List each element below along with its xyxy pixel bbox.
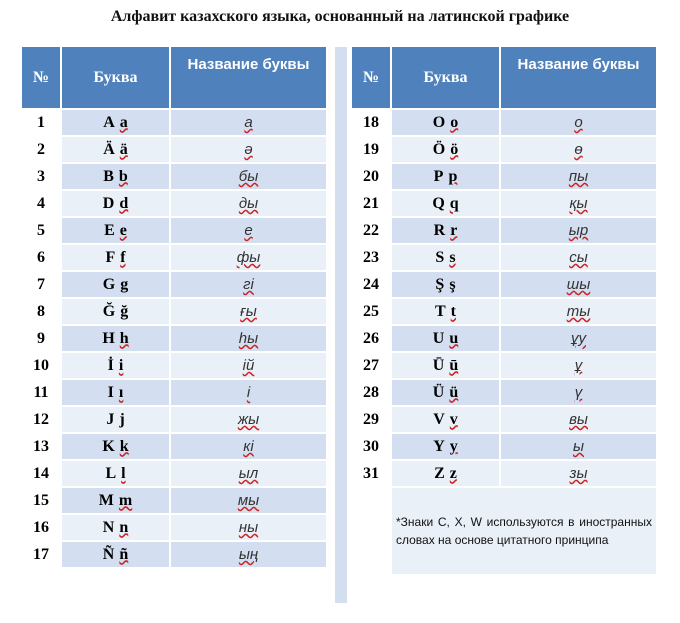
letter-cell (392, 218, 499, 243)
letter-cell (62, 164, 169, 189)
letter-name: қы (569, 195, 588, 212)
letter-cell (392, 380, 499, 405)
letter-number: 28 (352, 380, 390, 405)
letter-cell (392, 110, 499, 135)
letter-number: 8 (22, 299, 60, 324)
letter-uppercase: Z (434, 464, 445, 482)
letter-uppercase: M (98, 491, 114, 509)
letter-cell (62, 542, 169, 567)
letter-cell (62, 137, 169, 162)
table-header-row (352, 47, 656, 108)
letter-name: жы (237, 411, 260, 428)
page-title: Алфавит казахского языка, основанный на латинской графике (110, 8, 570, 25)
letter-name-cell (501, 434, 656, 459)
letter-uppercase: A (103, 113, 115, 131)
letter-number: 27 (352, 353, 390, 378)
letter-uppercase: Q (432, 194, 445, 212)
letter-name: ыр (568, 222, 589, 239)
letter-number: 24 (352, 272, 390, 297)
table-row (352, 164, 656, 189)
letter-cell (62, 299, 169, 324)
letter-name: бы (238, 168, 259, 185)
letter-cell (62, 434, 169, 459)
letter-uppercase: K (102, 437, 115, 455)
table-row (22, 218, 326, 243)
letter-cell (62, 380, 169, 405)
letter-name: пы (568, 168, 589, 185)
column-divider (335, 47, 347, 603)
letter-name-cell (171, 542, 326, 567)
letter-number: 22 (352, 218, 390, 243)
table-row (352, 407, 656, 432)
letter-name-cell (171, 488, 326, 513)
letter-number: 15 (22, 488, 60, 513)
letter-name-cell (501, 353, 656, 378)
letter-cell (62, 461, 169, 486)
letter-name-cell (171, 272, 326, 297)
letter-name-cell (501, 110, 656, 135)
letter-lowercase: ö (450, 140, 459, 158)
letter-uppercase: O (432, 113, 446, 131)
table-row (352, 461, 656, 486)
letter-name-cell (501, 326, 656, 351)
letter-uppercase: Ū (432, 356, 445, 374)
letter-lowercase: l (121, 464, 126, 482)
letter-name-cell (501, 191, 656, 216)
letter-name-cell (501, 218, 656, 243)
letter-cell (392, 299, 499, 324)
letter-cell (392, 407, 499, 432)
letter-lowercase: m (118, 491, 133, 509)
letter-lowercase: h (119, 329, 129, 347)
letter-cell (392, 434, 499, 459)
letter-uppercase: Ö (432, 140, 446, 158)
table-row (22, 380, 326, 405)
letter-number: 14 (22, 461, 60, 486)
letter-lowercase: b (118, 167, 128, 185)
letter-name-cell (171, 164, 326, 189)
table-row (352, 380, 656, 405)
table-row (352, 326, 656, 351)
letter-name: ты (566, 303, 591, 320)
letter-name: зы (569, 465, 588, 482)
letter-name-cell (501, 461, 656, 486)
letter-name-cell (501, 272, 656, 297)
letter-name-cell (171, 407, 326, 432)
letter-uppercase: Ä (103, 140, 115, 158)
header-letter: Буква (62, 47, 169, 108)
letter-lowercase: ä (119, 140, 128, 158)
letter-name: кі (243, 438, 254, 455)
table-row (352, 110, 656, 135)
letter-name: ны (238, 519, 259, 536)
letter-uppercase: Ü (432, 383, 445, 401)
table-row (22, 353, 326, 378)
letter-number: 19 (352, 137, 390, 162)
letter-uppercase: D (102, 194, 115, 212)
letter-number: 1 (22, 110, 60, 135)
table-row (352, 434, 656, 459)
letter-number: 13 (22, 434, 60, 459)
letter-name: ұ (574, 357, 583, 374)
letter-name: ү (574, 384, 583, 401)
letter-number: 7 (22, 272, 60, 297)
letter-number: 4 (22, 191, 60, 216)
letter-lowercase: ū (449, 356, 459, 374)
letter-name-cell (171, 299, 326, 324)
letter-name: мы (237, 492, 260, 509)
letter-lowercase: j (119, 410, 125, 428)
letter-name-cell (171, 191, 326, 216)
letter-name-cell (171, 326, 326, 351)
table-row (22, 488, 326, 513)
table-row (352, 272, 656, 297)
letter-uppercase: Ñ (102, 545, 115, 563)
alphabet-table-left (20, 45, 328, 569)
letter-lowercase: d (119, 194, 129, 212)
letter-uppercase: N (102, 518, 115, 536)
letter-cell (62, 407, 169, 432)
letter-uppercase: L (105, 464, 117, 482)
letter-name: ә (244, 141, 253, 158)
letter-name-cell (501, 164, 656, 189)
letter-cell (62, 353, 169, 378)
letter-name-cell (171, 434, 326, 459)
letter-uppercase: B (103, 167, 114, 185)
letter-lowercase: ğ (120, 302, 129, 320)
letter-cell (62, 488, 169, 513)
letter-number: 10 (22, 353, 60, 378)
header-number: № (22, 47, 60, 108)
letter-number: 16 (22, 515, 60, 540)
letter-number: 5 (22, 218, 60, 243)
letter-name: ың (238, 546, 259, 563)
letter-name-cell (501, 380, 656, 405)
letter-name: сы (569, 249, 588, 266)
letter-number: 6 (22, 245, 60, 270)
letter-number: 12 (22, 407, 60, 432)
letter-lowercase: g (120, 275, 129, 293)
letter-lowercase: z (449, 464, 457, 482)
letter-uppercase: G (102, 275, 116, 293)
letter-cell (392, 245, 499, 270)
letter-cell (62, 515, 169, 540)
letter-name: шы (566, 276, 591, 293)
letter-number: 25 (352, 299, 390, 324)
letter-name: і (246, 384, 251, 401)
letter-number: 31 (352, 461, 390, 486)
table-row (22, 245, 326, 270)
letter-name: ө (574, 141, 583, 158)
letter-lowercase: o (450, 113, 459, 131)
note-row (352, 488, 656, 574)
letter-name: ій (242, 357, 255, 374)
letter-name-cell (501, 245, 656, 270)
letter-cell (392, 137, 499, 162)
letter-uppercase: P (433, 167, 444, 185)
table-row (22, 299, 326, 324)
letter-cell (392, 272, 499, 297)
table-row (22, 191, 326, 216)
letter-name: фы (236, 249, 261, 266)
header-letter-name: Название буквы (501, 47, 656, 108)
letter-cell (392, 326, 499, 351)
letter-number: 29 (352, 407, 390, 432)
letter-lowercase: y (449, 437, 458, 455)
letter-name: ғы (240, 303, 257, 320)
letter-uppercase: S (435, 248, 445, 266)
letter-name: ды (238, 195, 259, 212)
table-row (352, 299, 656, 324)
letter-lowercase: ı (118, 383, 124, 401)
letter-lowercase: v (449, 410, 458, 428)
letter-uppercase: R (433, 221, 446, 239)
letter-name-cell (171, 137, 326, 162)
letter-name-cell (171, 380, 326, 405)
table-row (352, 353, 656, 378)
letter-cell (62, 191, 169, 216)
table-row (352, 218, 656, 243)
letter-name: е (244, 222, 253, 239)
letter-lowercase: k (119, 437, 129, 455)
letter-cell (392, 353, 499, 378)
letter-name-cell (501, 407, 656, 432)
letter-uppercase: V (433, 410, 445, 428)
table-row (22, 407, 326, 432)
letter-cell (62, 272, 169, 297)
letter-lowercase: r (450, 221, 458, 239)
table-row (22, 326, 326, 351)
letter-uppercase: F (105, 248, 116, 266)
letter-name-cell (171, 245, 326, 270)
letter-name-cell (501, 137, 656, 162)
letter-name-cell (171, 110, 326, 135)
letter-cell (62, 110, 169, 135)
table-row (22, 515, 326, 540)
alphabet-table-right (350, 45, 658, 576)
letter-lowercase: ñ (119, 545, 129, 563)
letter-number: 2 (22, 137, 60, 162)
letter-name-cell (171, 218, 326, 243)
letter-lowercase: e (119, 221, 127, 239)
letter-lowercase: u (449, 329, 459, 347)
letter-number: 3 (22, 164, 60, 189)
letter-uppercase: H (102, 329, 115, 347)
letter-uppercase: Ğ (102, 302, 116, 320)
letter-number: 17 (22, 542, 60, 567)
letter-cell (62, 218, 169, 243)
letter-uppercase: İ (107, 356, 114, 374)
letter-name-cell (171, 515, 326, 540)
letter-cell (62, 326, 169, 351)
table-row (22, 461, 326, 486)
table-row (22, 110, 326, 135)
letter-lowercase: f (120, 248, 126, 266)
table-row (22, 272, 326, 297)
letter-uppercase: T (435, 302, 446, 320)
letter-number: 9 (22, 326, 60, 351)
letter-number: 23 (352, 245, 390, 270)
letter-number: 18 (352, 110, 390, 135)
letter-uppercase: J (106, 410, 115, 428)
letter-name: а (244, 114, 253, 131)
letter-lowercase: ş (449, 275, 456, 293)
letter-lowercase: q (449, 194, 459, 212)
letter-lowercase: p (448, 167, 458, 185)
letter-name: ы (572, 438, 585, 455)
letter-cell (392, 461, 499, 486)
table-row (22, 434, 326, 459)
table-row (22, 164, 326, 189)
letter-cell (62, 245, 169, 270)
letter-name: һы (238, 330, 259, 347)
table-header-row (22, 47, 326, 108)
table-row (22, 542, 326, 567)
note-spacer (352, 488, 390, 574)
letter-name-cell (171, 353, 326, 378)
letter-number: 20 (352, 164, 390, 189)
letter-number: 26 (352, 326, 390, 351)
table-row (352, 191, 656, 216)
header-letter-name: Название буквы (171, 47, 326, 108)
letter-uppercase: I (107, 383, 114, 401)
letter-lowercase: ü (449, 383, 459, 401)
letter-name: гі (243, 276, 254, 293)
header-letter: Буква (392, 47, 499, 108)
letter-name-cell (171, 461, 326, 486)
letter-uppercase: U (432, 329, 445, 347)
header-number: № (352, 47, 390, 108)
letter-cell (392, 191, 499, 216)
table-row (22, 137, 326, 162)
letter-name: вы (569, 411, 588, 428)
letter-number: 11 (22, 380, 60, 405)
letter-lowercase: a (119, 113, 128, 131)
letter-uppercase: Y (433, 437, 445, 455)
table-row (352, 137, 656, 162)
letter-number: 21 (352, 191, 390, 216)
letter-name: ұу (571, 330, 586, 347)
letter-name: ыл (238, 465, 259, 482)
letter-cell (392, 164, 499, 189)
letter-uppercase: E (104, 221, 115, 239)
letter-lowercase: n (119, 518, 129, 536)
letter-uppercase: Ş (435, 275, 445, 293)
letter-lowercase: s (449, 248, 456, 266)
letter-number: 30 (352, 434, 390, 459)
footnote: *Знаки C, X, W используются в иностранных словах на основе цитатного принципа (392, 488, 656, 574)
letter-lowercase: i (118, 356, 124, 374)
letter-name: о (574, 114, 583, 131)
letter-name-cell (501, 299, 656, 324)
table-row (352, 245, 656, 270)
letter-lowercase: t (450, 302, 456, 320)
